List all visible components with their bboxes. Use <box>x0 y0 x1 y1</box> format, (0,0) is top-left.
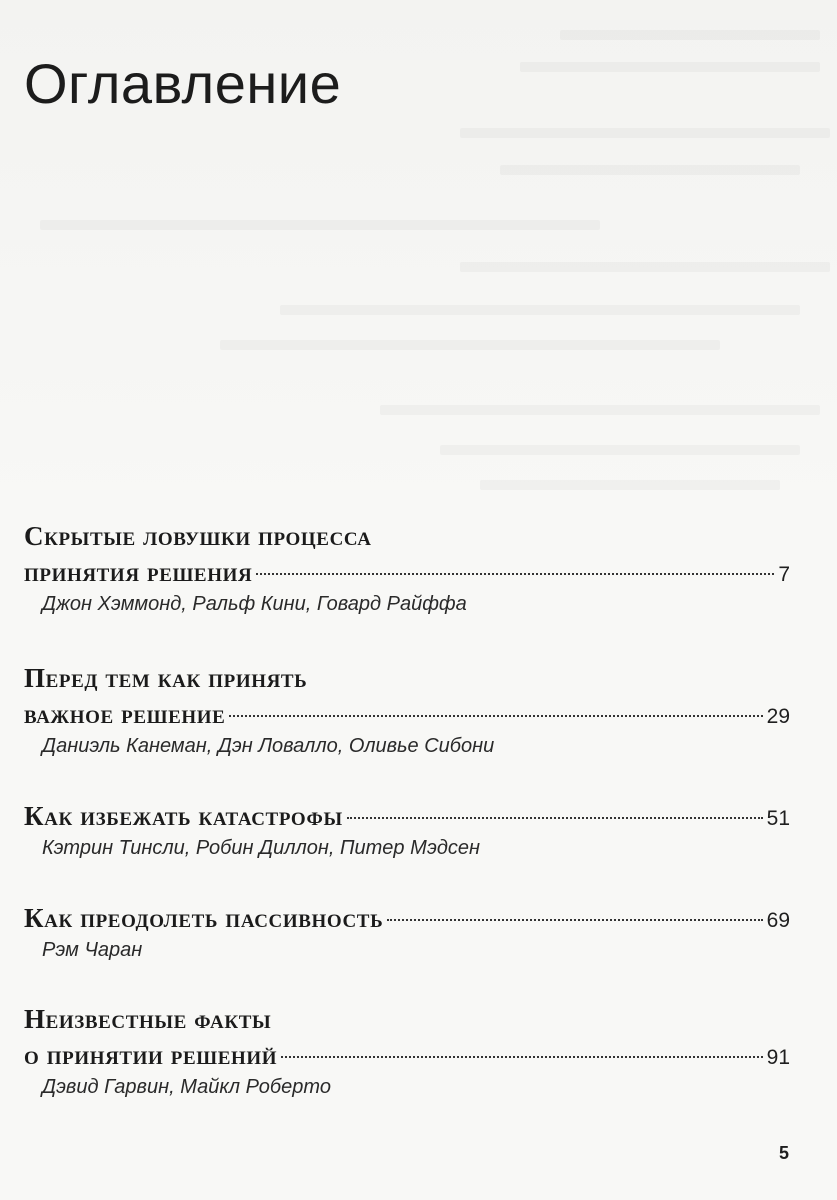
dot-leader <box>256 573 774 575</box>
toc-entry-title-line: Перед тем как принять <box>24 663 308 693</box>
toc-entry[interactable] <box>24 660 790 759</box>
toc-entry-title-line: Скрытые ловушки процесса <box>24 521 372 551</box>
toc-entry[interactable] <box>24 518 790 617</box>
page-title: Оглавление <box>24 52 342 115</box>
toc-page-number: 29 <box>766 705 790 728</box>
dot-leader <box>347 817 763 819</box>
toc-entry-authors: Даниэль Канеман, Дэн Ловалло, Оливье Сибони <box>42 735 495 757</box>
toc-entry-authors: Дэвид Гарвин, Майкл Роберто <box>42 1076 331 1098</box>
toc-entry-title-line: Как избежать катастрофы <box>24 801 343 831</box>
toc-entry-title <box>24 1001 790 1073</box>
toc-entry-title-line: о принятии решений <box>24 1040 278 1070</box>
toc-entry-title <box>24 900 790 936</box>
toc-entry-title-line: Как преодолеть пассивность <box>24 903 384 933</box>
dot-leader <box>387 919 762 921</box>
toc-page-number: 51 <box>766 807 790 830</box>
page-folio-number: 5 <box>778 1143 789 1163</box>
dot-leader <box>229 715 762 717</box>
toc-entry[interactable] <box>24 798 790 861</box>
toc-entry-title <box>24 798 790 834</box>
toc-entry-title <box>24 518 790 590</box>
toc-entry-title-line: важное решение <box>24 699 226 729</box>
toc-entry[interactable] <box>24 1001 790 1100</box>
toc-entry[interactable] <box>24 900 790 963</box>
toc-entry-authors: Рэм Чаран <box>42 939 143 961</box>
toc-page-number: 91 <box>766 1046 790 1069</box>
toc-entry-authors: Кэтрин Тинсли, Робин Диллон, Питер Мэдсен <box>42 837 480 859</box>
dot-leader <box>281 1056 763 1058</box>
toc-entry-authors: Джон Хэммонд, Ральф Кини, Говард Райффа <box>42 593 467 615</box>
toc-page-number: 7 <box>778 563 790 586</box>
toc-page-number: 69 <box>766 909 790 932</box>
toc-entry-title-line: Неизвестные факты <box>24 1004 272 1034</box>
toc-entry-title <box>24 660 790 732</box>
toc-entry-title-line: принятия решения <box>24 557 253 587</box>
